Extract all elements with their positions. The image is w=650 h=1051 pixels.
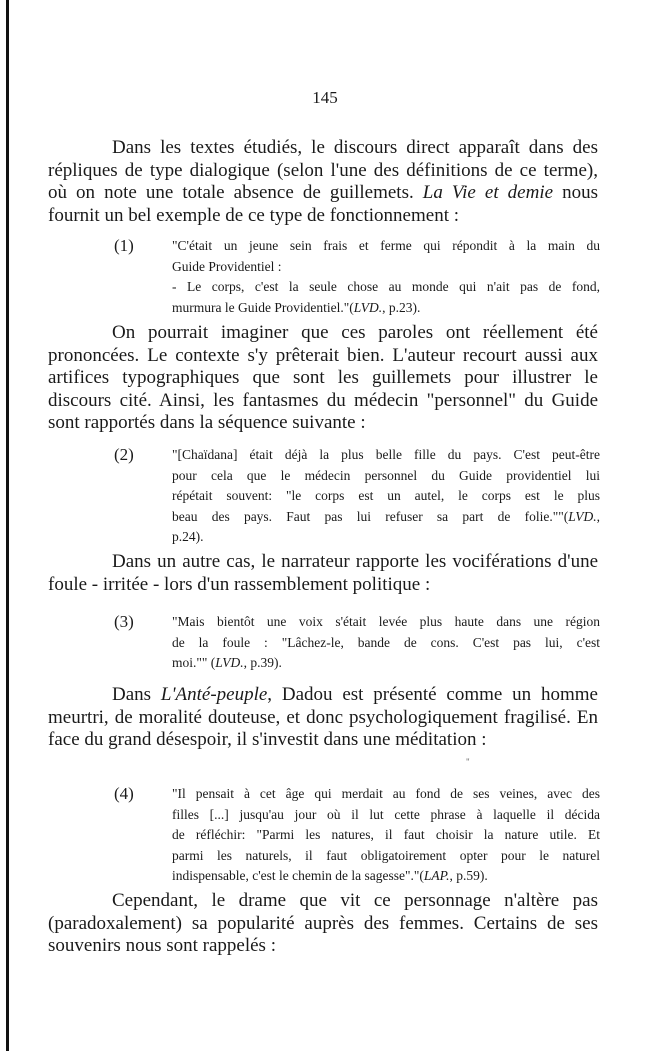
example-1-quote bbox=[172, 236, 600, 318]
example-4-line-2: filles [...] jusqu'au jour où il lut cette phrase à laquelle il décida bbox=[172, 806, 600, 822]
paragraph-1-text-b: nous fournit un bel exemple de ce type de fonctionnement : bbox=[48, 182, 598, 226]
paragraph-3: Dans un autre cas, le narrateur rapporte les vociférations d'une foule - irritée - lors d'un rassemblement politique : bbox=[48, 551, 598, 595]
example-1-source: LVD. bbox=[353, 299, 383, 315]
example-4-line-3: de réfléchir: "Parmi les natures, il faut choisir la nature utile. Et bbox=[172, 827, 600, 842]
example-2-source: LVD. bbox=[568, 508, 597, 524]
example-4-quote bbox=[172, 784, 600, 887]
example-3-source: LVD. bbox=[215, 655, 244, 670]
example-2-line-5: p.24). bbox=[172, 529, 204, 544]
example-1-line-3: - Le corps, c'est la seule chose au monde qui n'ait pas de fond, bbox=[172, 279, 600, 294]
paragraph-4-text-a: Dans bbox=[112, 684, 161, 705]
paragraph-1-text-a: Dans les textes étudiés, le discours direct apparaît dans des répliques de type dialogique (selon l'une des définitions de ce terme), où on note une totale absence de guillemets. bbox=[48, 137, 598, 203]
example-2-line-1: "[Chaïdana] était déjà la plus belle fille du pays. C'est peut-être bbox=[172, 447, 600, 462]
paragraph-1 bbox=[48, 137, 598, 227]
example-4-ref: , p.59). bbox=[449, 868, 488, 883]
example-3-line-3 bbox=[172, 653, 600, 674]
example-2-line-4-text: beau des pays. Faut pas lui refuser sa part de folie.""( bbox=[172, 508, 569, 524]
example-3-line-3-text: moi."" ( bbox=[172, 655, 216, 670]
paragraph-1-work-title: La Vie et demie bbox=[422, 182, 554, 203]
page-number: 145 bbox=[312, 88, 338, 107]
example-1-ref: , p.23). bbox=[382, 299, 421, 315]
example-1-line-1: "C'était un jeune sein frais et ferme qui répondit à la main du bbox=[172, 238, 600, 253]
example-1-line-2: Guide Providentiel : bbox=[172, 258, 282, 274]
example-4-number: (4) bbox=[114, 784, 134, 803]
example-3-quote bbox=[172, 612, 600, 674]
example-3-line-2: de la foule : "Lâchez-le, bande de cons. C'est pas lui, c'est bbox=[172, 634, 600, 650]
stray-quote-mark: " bbox=[466, 757, 470, 767]
example-1-line-4 bbox=[172, 298, 600, 319]
example-1-line-4-text: murmura le Guide Providentiel."( bbox=[172, 299, 354, 315]
example-4-line-4: parmi les naturels, il faut obligatoirement opter pour le naturel bbox=[172, 847, 600, 863]
example-4-line-5-text: indispensable, c'est le chemin de la sagesse"."( bbox=[172, 868, 424, 883]
paragraph-5: Cependant, le drame que vit ce personnage n'altère pas (paradoxalement) sa popularité auprès des femmes. Certains de ses souvenirs nous sont rappelés : bbox=[48, 890, 598, 956]
example-2-number: (2) bbox=[114, 445, 134, 464]
example-4-line-5 bbox=[172, 866, 600, 887]
example-2-quote bbox=[172, 445, 600, 548]
example-3-line-1: "Mais bientôt une voix s'était levée plus haute dans une région bbox=[172, 614, 600, 629]
paragraph-2: On pourrait imaginer que ces paroles ont réellement été prononcées. Le contexte s'y prêterait bien. L'auteur recourt aussi aux artifices typographiques que sont les guillemets pour illustrer le discours cité. Ainsi, les fantasmes du médecin "personnel" du Guide sont rapportés dans la séquence suivante : bbox=[48, 322, 598, 433]
example-3-number: (3) bbox=[114, 612, 134, 631]
example-2-line-2: pour cela que le médecin personnel du Guide providentiel lui bbox=[172, 467, 600, 483]
example-2-line-4 bbox=[172, 507, 600, 528]
example-2-line-3: répétait souvent: "le corps est un autel, le corps est le plus bbox=[172, 488, 600, 503]
example-1-number: (1) bbox=[114, 236, 134, 255]
paragraph-4-work-title: L'Anté-peuple bbox=[160, 684, 268, 705]
paragraph-4 bbox=[48, 684, 598, 752]
example-4-source: LAP. bbox=[423, 868, 450, 883]
paragraph-4-text-b: , Dadou est présenté comme un homme meurtri, de moralité douteuse, et donc psychologiquement fragilisé. En face du grand désespoir, il s'investit dans une méditation : bbox=[48, 684, 598, 750]
example-2-ref: , bbox=[596, 508, 600, 524]
example-3-ref: , p.39). bbox=[243, 655, 282, 670]
page-left-edge-rule bbox=[6, 0, 9, 1051]
example-4-line-1: "Il pensait à cet âge qui merdait au fond de ses veines, avec des bbox=[172, 786, 600, 801]
